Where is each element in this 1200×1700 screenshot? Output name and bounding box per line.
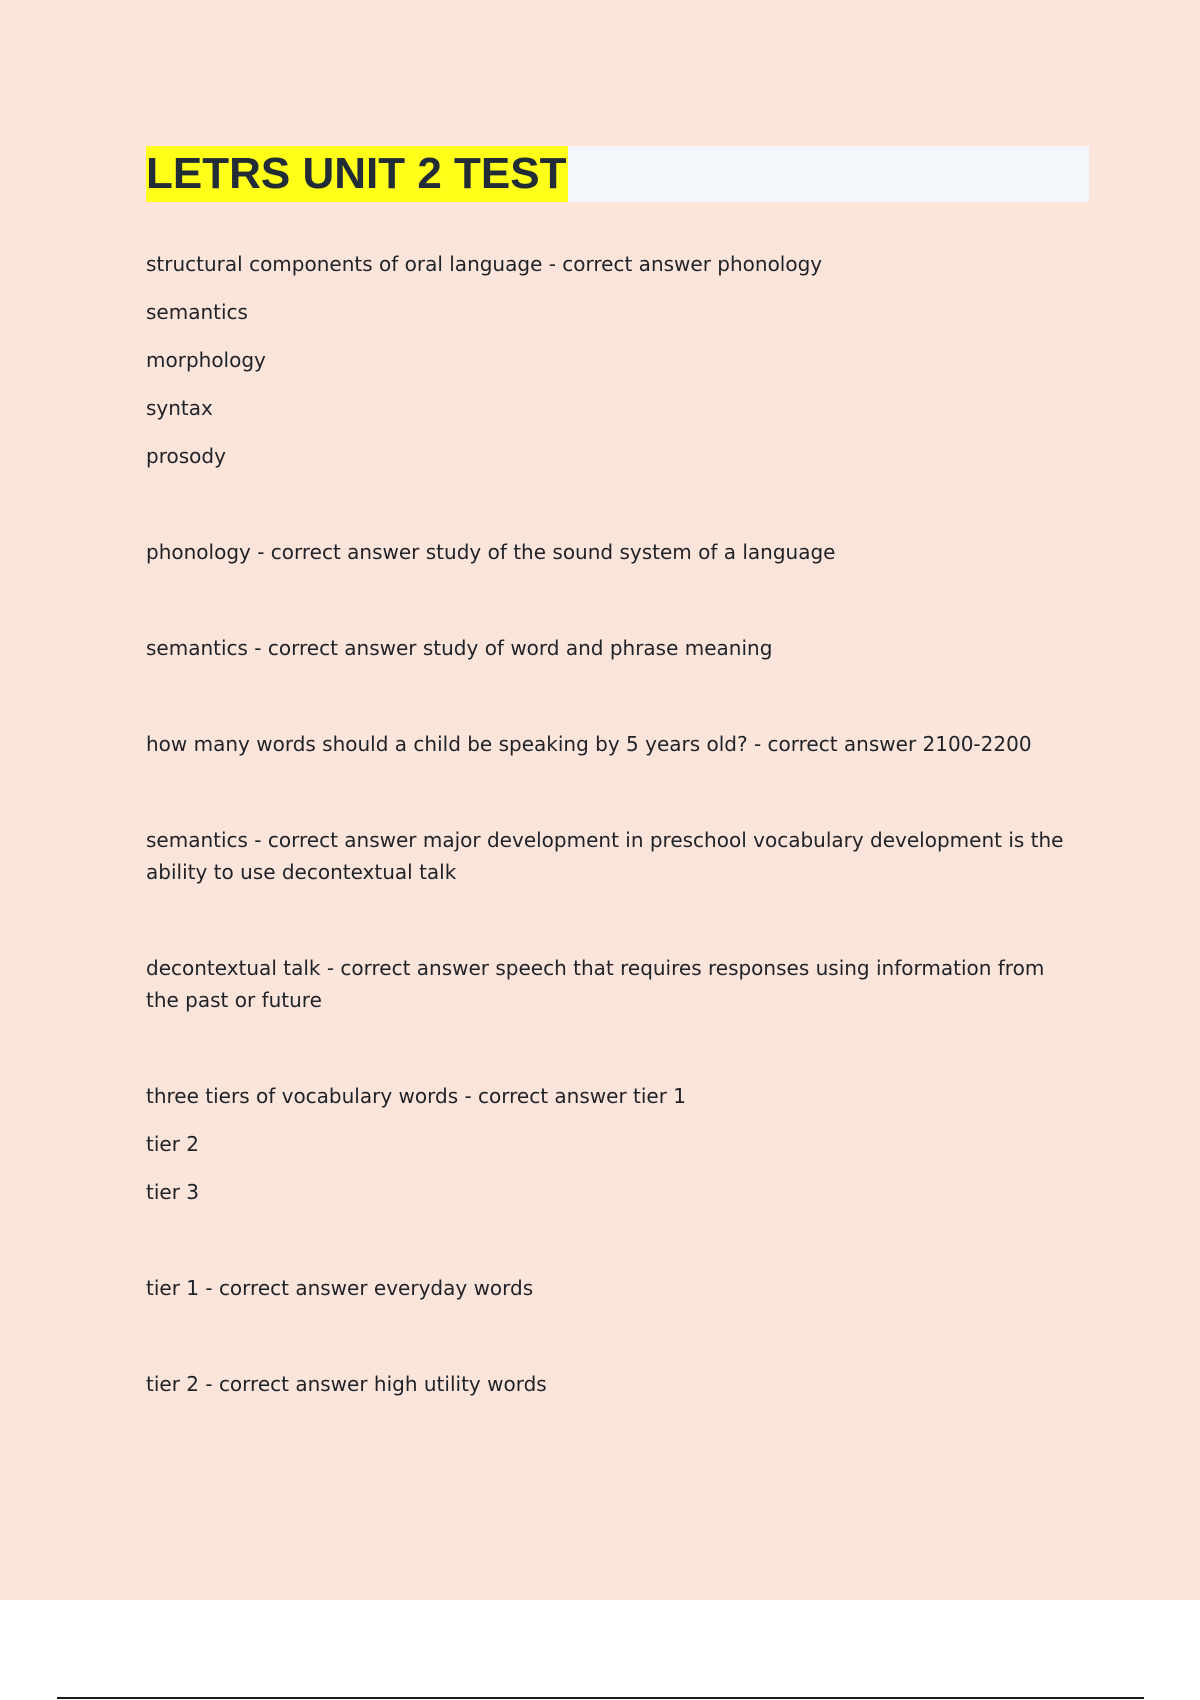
qa-line: morphology	[146, 348, 266, 372]
qa-line: semantics - correct answer study of word and phrase meaning	[146, 636, 773, 660]
qa-line: prosody	[146, 444, 226, 468]
qa-line: tier 1 - correct answer everyday words	[146, 1276, 534, 1300]
qa-entry	[146, 952, 1076, 1016]
qa-entry	[146, 1368, 1076, 1400]
qa-paragraph: decontextual talk - correct answer speech that requires responses using information from the past or future	[146, 956, 1045, 1012]
qa-line: how many words should a child be speaking by 5 years old? - correct answer 2100-2200	[146, 732, 1032, 756]
qa-line: structural components of oral language - correct answer phonology	[146, 252, 823, 276]
qa-content	[146, 248, 1076, 1464]
qa-entry	[146, 632, 1076, 664]
qa-entry	[146, 536, 1076, 568]
qa-line: three tiers of vocabulary words - correct answer tier 1	[146, 1084, 687, 1108]
qa-entry	[146, 824, 1076, 888]
qa-line: semantics	[146, 300, 248, 324]
qa-line: phonology - correct answer study of the sound system of a language	[146, 540, 836, 564]
title-bar	[146, 146, 1089, 202]
qa-entry	[146, 1080, 1076, 1208]
qa-line: tier 3	[146, 1180, 200, 1204]
qa-entry	[146, 728, 1076, 760]
page-title: LETRS UNIT 2 TEST	[146, 146, 568, 202]
qa-line: tier 2	[146, 1132, 200, 1156]
qa-line: tier 2 - correct answer high utility words	[146, 1372, 547, 1396]
qa-paragraph: semantics - correct answer major development in preschool vocabulary development is the ability to use decontextual talk	[146, 828, 1064, 884]
qa-entry	[146, 1272, 1076, 1304]
qa-entry	[146, 248, 1076, 472]
qa-line: syntax	[146, 396, 213, 420]
footer-divider	[57, 1697, 1144, 1699]
